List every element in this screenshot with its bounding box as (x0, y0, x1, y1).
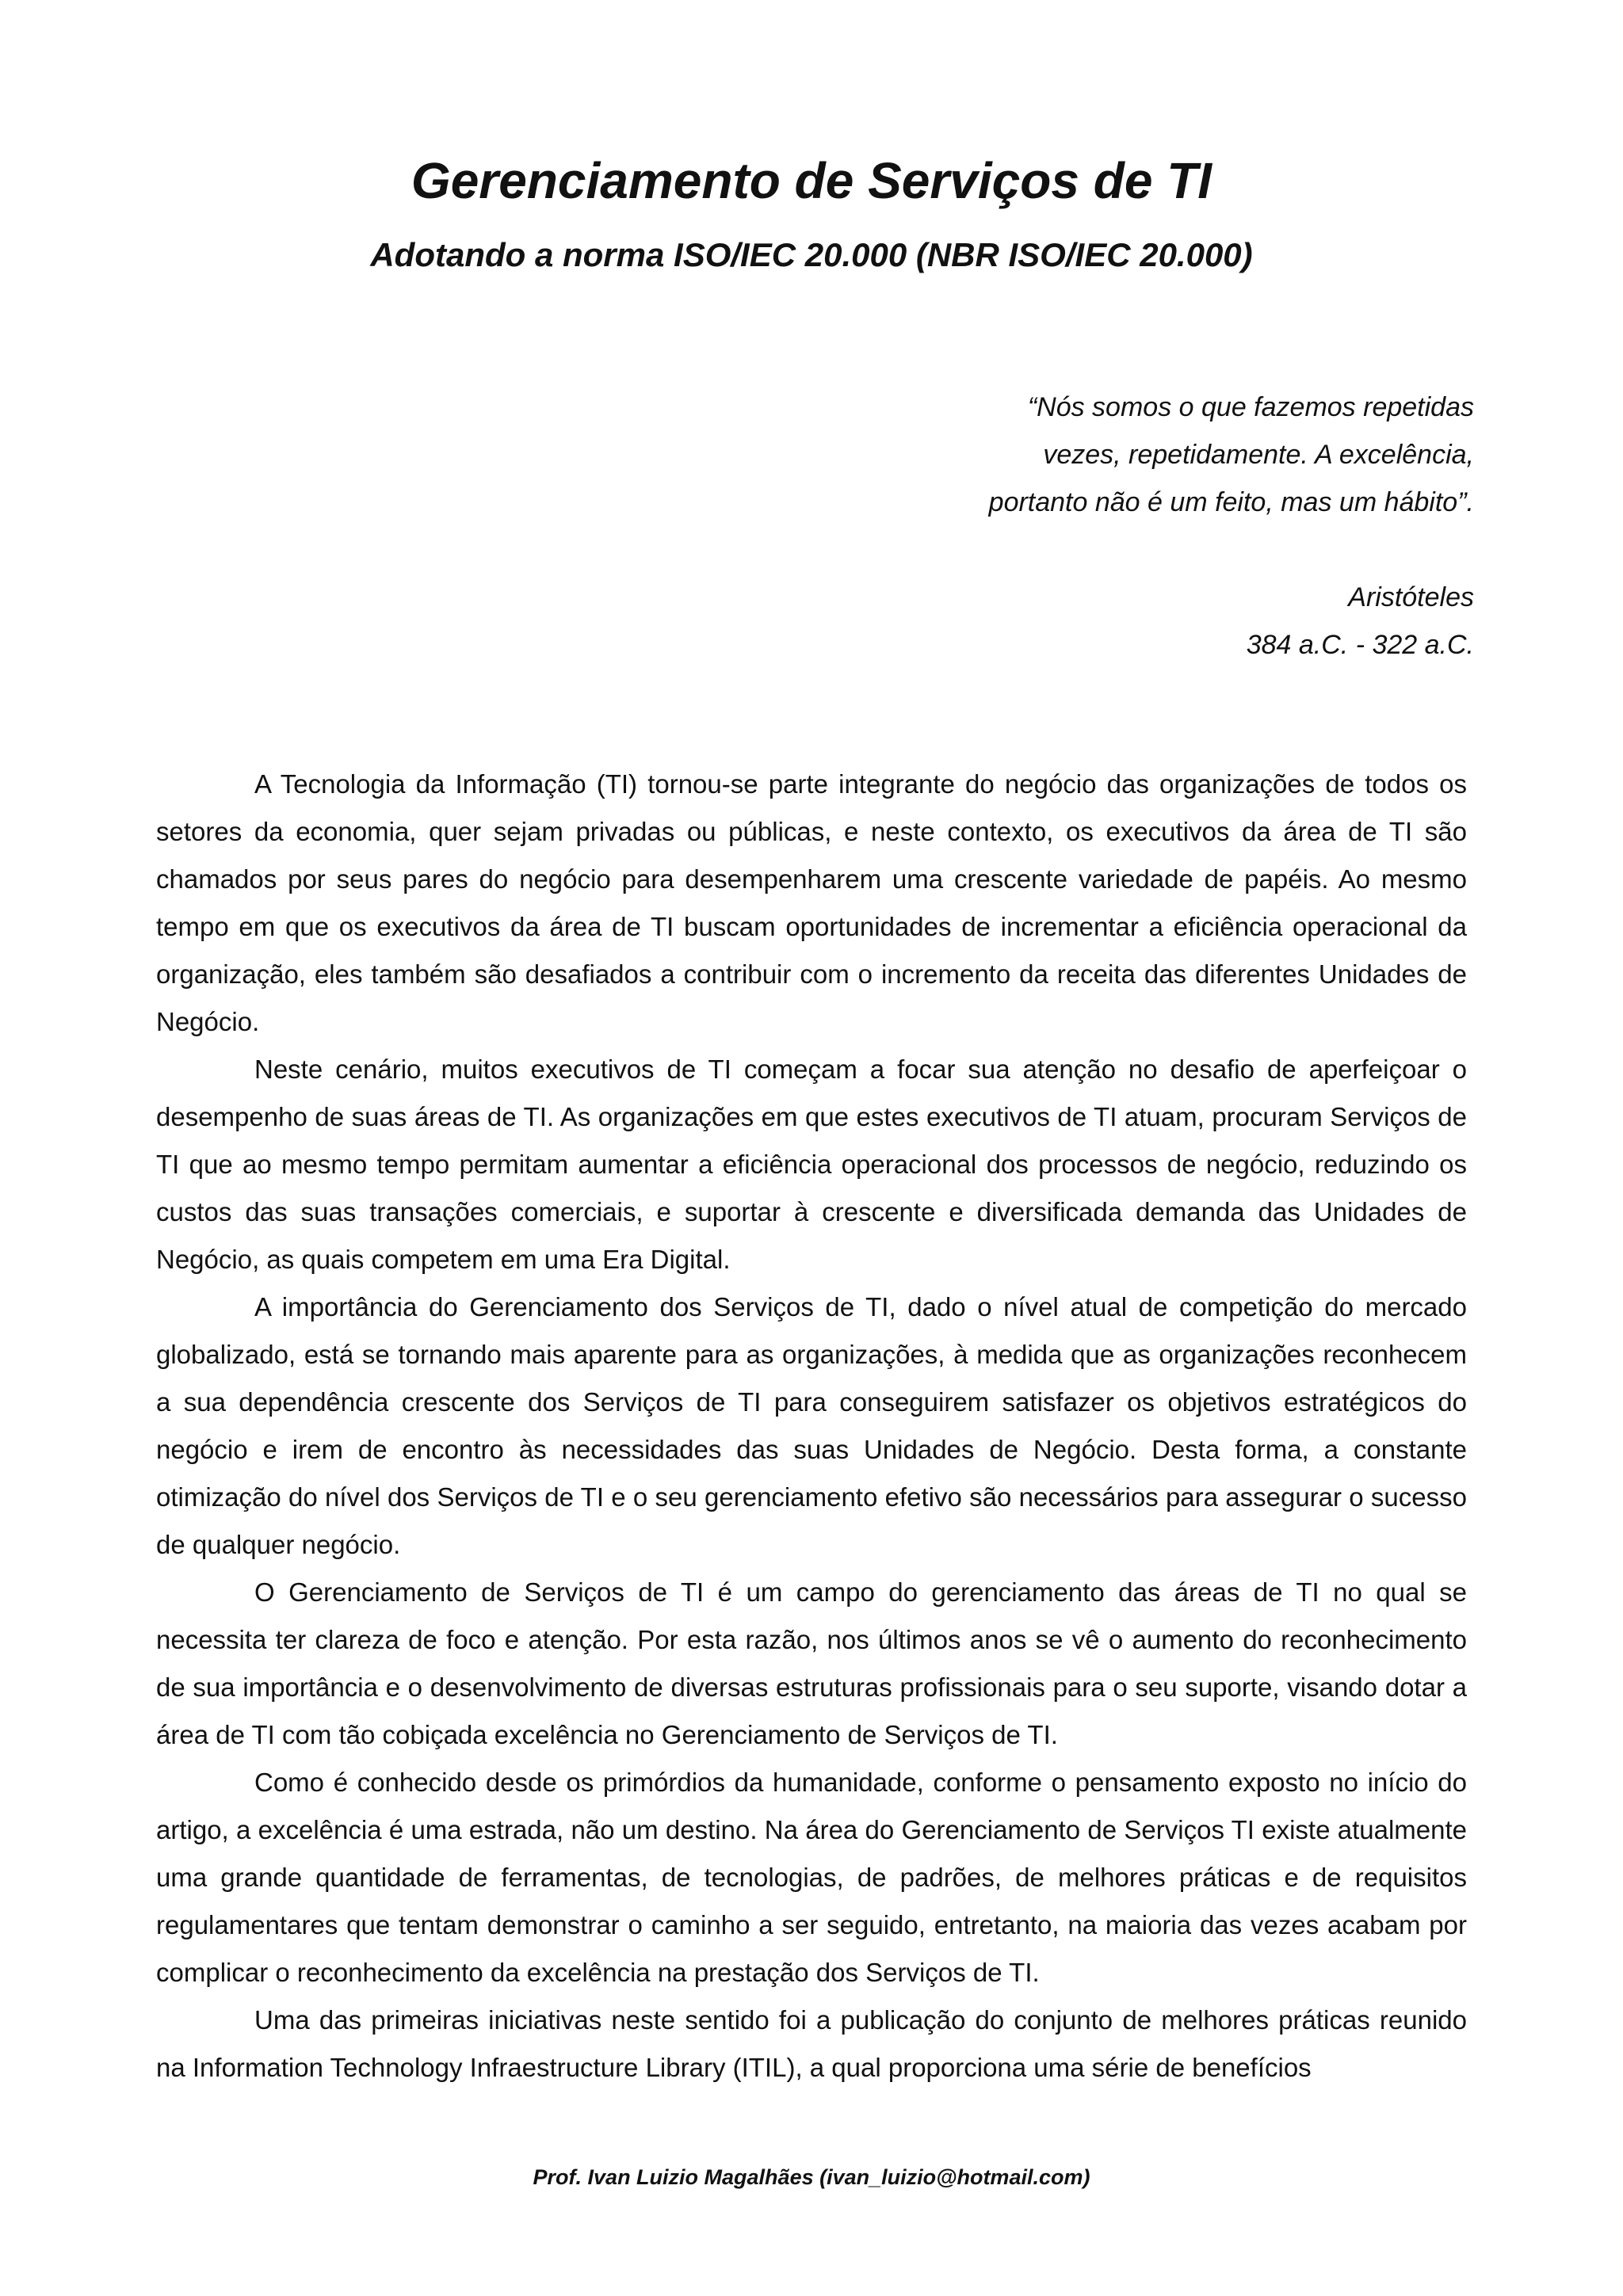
page-footer: Prof. Ivan Luizio Magalhães (ivan_luizio@hotmail.com) (533, 2165, 1090, 2189)
epigraph-line: vezes, repetidamente. A excelência, (1043, 440, 1474, 470)
epigraph-dates: 384 a.C. - 322 a.C. (1246, 630, 1474, 660)
epigraph-line: portanto não é um feito, mas um hábito”. (988, 487, 1474, 517)
body-paragraph: O Gerenciamento de Serviços de TI é um campo do gerenciamento das áreas de TI no qual se necessita ter clareza de foco e atenção. Por esta razão, nos últimos anos se vê o aumento do reconhecimento de sua importância e o desenvolvimento de diversas estruturas profissionais para o seu suporte, visando dotar a área de TI com tão cobiçada excelência no Gerenciamento de Serviços de TI. (156, 1577, 1467, 1749)
body-paragraph: A importância do Gerenciamento dos Serviços de TI, dado o nível atual de competição do mercado globalizado, está se tornando mais aparente para as organizações, à medida que as organizações reconhecem a sua dependência crescente dos Serviços de TI para conseguirem satisfazer os objetivos estratégicos do negócio e irem de encontro às necessidades das suas Unidades de Negócio. Desta forma, a constante otimização do nível dos Serviços de TI e o seu gerenciamento efetivo são necessários para assegurar o sucesso de qualquer negócio. (156, 1292, 1467, 1559)
document-title: Gerenciamento de Serviços de TI (411, 152, 1212, 209)
article-body (156, 761, 1467, 2092)
document-subtitle: Adotando a norma ISO/IEC 20.000 (NBR ISO/IEC 20.000) (370, 236, 1253, 273)
body-paragraph: Como é conhecido desde os primórdios da humanidade, conforme o pensamento exposto no início do artigo, a excelência é uma estrada, não um destino. Na área do Gerenciamento de Serviços TI existe atualmente uma grande quantidade de ferramentas, de tecnologias, de padrões, de melhores práticas e de requisitos regulamentares que tentam demonstrar o caminho a ser seguido, entretanto, na maioria das vezes acabam por complicar o reconhecimento da excelência na prestação dos Serviços de TI. (156, 1768, 1467, 1987)
body-paragraph: A Tecnologia da Informação (TI) tornou-se parte integrante do negócio das organizações de todos os setores da economia, quer sejam privadas ou públicas, e neste contexto, os executivos da área de TI são chamados por seus pares do negócio para desempenharem uma crescente variedade de papéis. Ao mesmo tempo em que os executivos da área de TI buscam oportunidades de incrementar a eficiência operacional da organização, eles também são desafiados a contribuir com o incremento da receita das diferentes Unidades de Negócio. (156, 769, 1467, 1036)
epigraph-author: Aristóteles (1348, 582, 1474, 612)
epigraph (761, 383, 1474, 669)
body-paragraph: Neste cenário, muitos executivos de TI começam a focar sua atenção no desafio de aperfeiçoar o desempenho de suas áreas de TI. As organizações em que estes executivos de TI atuam, procuram Serviços de TI que ao mesmo tempo permitam aumentar a eficiência operacional dos processos de negócio, reduzindo os custos das suas transações comerciais, e suportar à crescente e diversificada demanda das Unidades de Negócio, as quais competem em uma Era Digital. (156, 1055, 1467, 1274)
body-paragraph: Uma das primeiras iniciativas neste sentido foi a publicação do conjunto de melhores práticas reunido na Information Technology Infraestructure Library (ITIL), a qual proporciona uma série de benefícios (156, 2005, 1467, 2082)
epigraph-line: “Nós somos o que fazemos repetidas (1027, 392, 1474, 422)
